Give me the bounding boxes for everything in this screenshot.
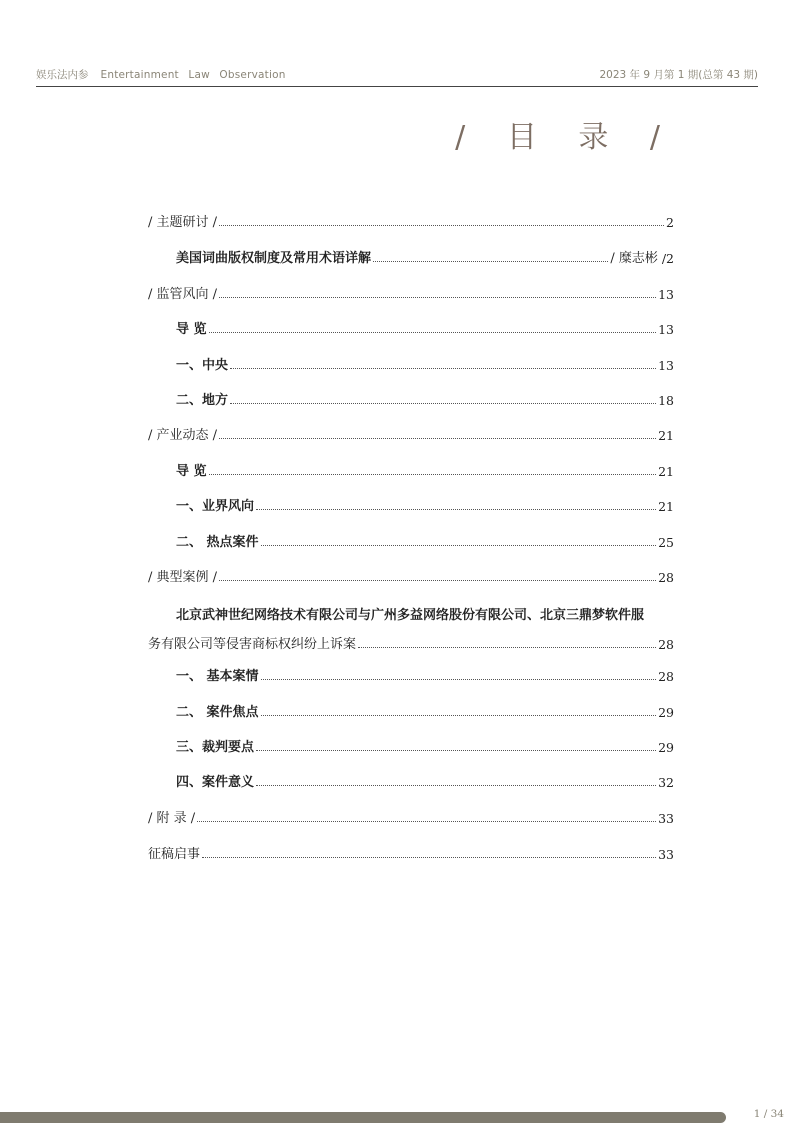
page-indicator: 1 / 34 bbox=[753, 1108, 784, 1120]
toc-entry-label: / 监管风向 / bbox=[148, 287, 218, 302]
toc-leader-dots bbox=[373, 260, 608, 262]
page-title: / 目 录 / bbox=[455, 120, 676, 155]
toc-entry-label: 一、业界风向 bbox=[176, 499, 255, 514]
header-publication bbox=[36, 67, 286, 82]
toc-leader-dots bbox=[230, 367, 656, 369]
toc-entry-label: 二、 热点案件 bbox=[176, 535, 259, 550]
toc-entry-page: 13 bbox=[658, 358, 674, 373]
toc-leader-dots bbox=[256, 508, 656, 510]
toc-entry-label: 美国词曲版权制度及常用术语详解 bbox=[176, 251, 372, 266]
toc-entry[interactable] bbox=[176, 384, 674, 408]
toc-entry-label: 导 览 bbox=[176, 322, 207, 337]
toc-leader-dots bbox=[256, 784, 656, 786]
toc-leader-dots bbox=[358, 646, 656, 648]
toc-leader-dots bbox=[209, 473, 657, 475]
publication-name-en: Entertainment Law Observation bbox=[100, 69, 286, 81]
toc-leader-dots bbox=[219, 579, 656, 581]
toc-entry[interactable] bbox=[176, 349, 674, 373]
toc-entry-page: 28 bbox=[658, 570, 674, 585]
toc-entry-page: 28 bbox=[658, 669, 674, 684]
toc-entry[interactable] bbox=[148, 802, 674, 826]
toc-entry[interactable] bbox=[176, 766, 674, 790]
toc-entry-label: / 产业动态 / bbox=[148, 428, 218, 443]
toc-leader-dots bbox=[261, 714, 657, 716]
toc-entry-page: 32 bbox=[658, 775, 674, 790]
toc-leader-dots bbox=[202, 856, 656, 858]
page-header bbox=[36, 62, 758, 87]
toc-entry[interactable] bbox=[176, 526, 674, 550]
toc-entry[interactable] bbox=[148, 561, 674, 585]
toc-entry[interactable] bbox=[176, 731, 674, 755]
toc-entry-label: 征稿启事 bbox=[148, 847, 201, 862]
toc-entry-page: 29 bbox=[658, 705, 674, 720]
toc-leader-dots bbox=[230, 402, 656, 404]
toc-entry-label: 导 览 bbox=[176, 464, 207, 479]
toc-entry-page: 13 bbox=[658, 322, 674, 337]
issue-info: 2023 年 9 月第 1 期(总第 43 期) bbox=[599, 69, 758, 81]
toc-entry-page: 21 bbox=[658, 428, 674, 443]
toc-entry-page: 18 bbox=[658, 393, 674, 408]
toc-entry-page: 28 bbox=[658, 637, 674, 652]
toc-leader-dots bbox=[219, 296, 656, 298]
toc-leader-dots bbox=[261, 544, 657, 546]
toc-entry-page: 33 bbox=[658, 811, 674, 826]
toc-entry-page: 21 bbox=[658, 464, 674, 479]
toc-entry-label: 一、中央 bbox=[176, 358, 229, 373]
toc-entry-label-line2: 务有限公司等侵害商标权纠纷上诉案 bbox=[148, 637, 357, 652]
toc-entry-page: 33 bbox=[658, 847, 674, 862]
toc-entry-label: / 典型案例 / bbox=[148, 570, 218, 585]
toc-entry-page: 13 bbox=[658, 287, 674, 302]
toc-entry-page: 2 bbox=[666, 215, 674, 230]
toc-leader-dots bbox=[256, 749, 656, 751]
toc-entry-label: 四、案件意义 bbox=[176, 775, 255, 790]
toc-entry-line2 bbox=[148, 634, 674, 652]
toc-entry-page: 25 bbox=[658, 535, 674, 550]
toc-entry-author: / 糜志彬 bbox=[610, 251, 658, 266]
toc-entry[interactable] bbox=[176, 660, 674, 684]
toc-entry-label-line1: 北京武神世纪网络技术有限公司与广州多益网络股份有限公司、北京三鼎梦软件服 bbox=[176, 608, 645, 623]
toc-entry[interactable] bbox=[176, 455, 674, 479]
toc-entry[interactable] bbox=[148, 278, 674, 302]
toc-entry-label: 二、 案件焦点 bbox=[176, 705, 259, 720]
toc-entry-label: / 主题研讨 / bbox=[148, 215, 218, 230]
footer-bar bbox=[0, 1112, 726, 1123]
toc-entry[interactable] bbox=[176, 490, 674, 514]
toc-entry-label: 三、裁判要点 bbox=[176, 740, 255, 755]
toc-entry[interactable] bbox=[148, 206, 674, 230]
toc-entry[interactable] bbox=[176, 242, 674, 266]
toc-entry[interactable] bbox=[176, 313, 674, 337]
toc-entry-page: 21 bbox=[658, 499, 674, 514]
toc-entry-page: 29 bbox=[658, 740, 674, 755]
toc-entry-label: 二、地方 bbox=[176, 393, 229, 408]
toc-leader-dots bbox=[219, 224, 664, 226]
toc-leader-dots bbox=[261, 678, 657, 680]
toc-entry[interactable] bbox=[148, 838, 674, 862]
toc-leader-dots bbox=[197, 820, 656, 822]
toc-entry-label: / 附 录 / bbox=[148, 811, 196, 826]
toc-entry[interactable] bbox=[148, 419, 674, 443]
toc-entry[interactable] bbox=[176, 696, 674, 720]
publication-name-cn: 娱乐法内参 bbox=[36, 69, 89, 81]
toc-entry-page: /2 bbox=[661, 251, 674, 266]
toc-entry-label: 一、 基本案情 bbox=[176, 669, 259, 684]
toc-leader-dots bbox=[219, 437, 656, 439]
toc-leader-dots bbox=[209, 331, 657, 333]
